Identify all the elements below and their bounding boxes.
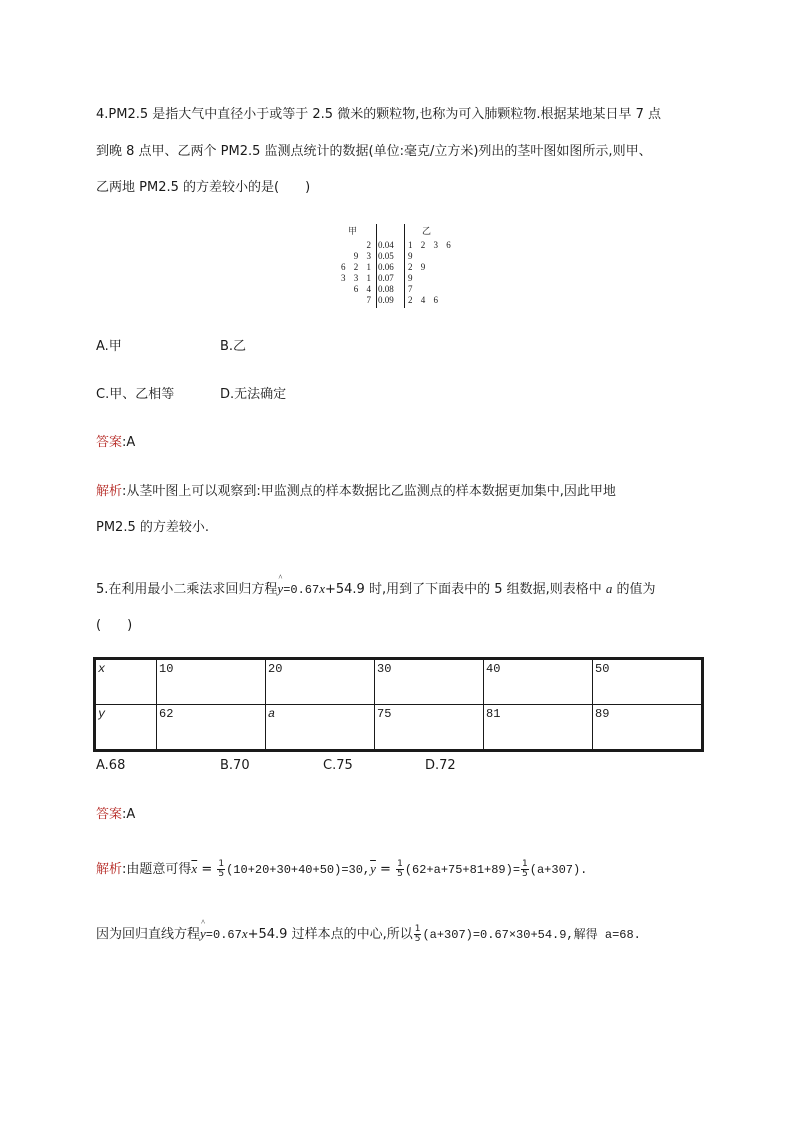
table-cell-y-label: y — [95, 705, 157, 751]
analysis-text: 因为回归直线方程 — [96, 927, 201, 942]
table-cell: 40 — [484, 659, 593, 705]
analysis-text: +54.9 过样本点的中心,所以 — [247, 927, 413, 942]
q5-option-c: C.75 — [323, 758, 353, 773]
stem-leaf-stem: 0.06 — [378, 262, 394, 272]
q4-line2: 到晚 8 点甲、乙两个 PM2.5 监测点统计的数据(单位:毫克/立方米)列出的茎叶图如图所示,则甲、 — [96, 144, 652, 159]
table-cell: 20 — [266, 659, 375, 705]
table-cell: a — [266, 705, 375, 751]
answer-value: :A — [122, 807, 136, 822]
table-cell: 81 — [484, 705, 593, 751]
stem-leaf-left-leaves: 6 4 — [353, 284, 374, 294]
q5-option-a: A.68 — [96, 758, 126, 773]
q4-analysis-line2: PM2.5 的方差较小. — [96, 520, 209, 535]
x-var: x — [241, 926, 248, 941]
frac-num: 1 — [218, 859, 225, 869]
stem-leaf-right-header: 乙 — [422, 226, 432, 236]
stem-leaf-left-leaves: 7 — [366, 295, 374, 305]
analysis-label: 解析 — [96, 484, 123, 499]
stem-leaf-left-leaves: 2 — [366, 240, 374, 250]
fraction — [521, 860, 529, 879]
stem-leaf-row — [336, 295, 462, 305]
q4-analysis-line1 — [96, 483, 616, 501]
q4-option-b: B.乙 — [220, 339, 247, 354]
q4-answer — [96, 434, 135, 452]
q4-line1: 4.PM2.5 是指大气中直径小于或等于 2.5 微米的颗粒物,也称为可入肺颗粒物.根据某地某日早 7 点 — [96, 107, 662, 122]
frac-den: 5 — [414, 934, 421, 944]
table-cell: 10 — [157, 659, 266, 705]
stem-leaf-row — [336, 262, 462, 272]
stem-leaf-stem: 0.07 — [378, 273, 394, 283]
q4-option-d: D.无法确定 — [220, 387, 287, 402]
q5-analysis-line2 — [96, 925, 641, 944]
sum-x: (10+20+30+40+50)=30, — [226, 863, 371, 877]
y-bar: $\overline{y}$ — [370, 861, 376, 876]
frac-num: 1 — [522, 859, 528, 869]
q5-paren: ( ) — [96, 618, 133, 633]
table-cell-x-label: x — [95, 659, 157, 705]
stem-leaf-row — [336, 240, 462, 250]
table-cell: 62 — [157, 705, 266, 751]
fraction — [217, 860, 225, 879]
stem-leaf-stem: 0.04 — [378, 240, 394, 250]
frac-num: 1 — [397, 859, 403, 869]
stem-leaf-stem: 0.08 — [378, 284, 394, 294]
frac-num: 1 — [414, 924, 421, 934]
answer-value: :A — [122, 435, 136, 450]
stem-leaf-row — [336, 273, 462, 283]
stem-leaf-left-leaves: 6 2 1 — [341, 262, 374, 272]
stem-leaf-left-leaves: 3 3 1 — [341, 273, 374, 283]
stem-leaf-row — [336, 284, 462, 294]
fraction — [396, 860, 404, 879]
stem-leaf-left-header: 甲 — [348, 226, 358, 236]
stem-leaf-right-leaves: 1 2 3 6 — [408, 240, 454, 250]
tail-y: (a+307). — [529, 863, 588, 877]
stem-leaf-stem: 0.09 — [378, 295, 394, 305]
table-cell: 30 — [375, 659, 484, 705]
stem-leaf-row — [336, 251, 462, 261]
analysis-label: 解析 — [96, 862, 123, 877]
answer-label: 答案 — [96, 807, 123, 822]
stem-leaf-plot — [336, 224, 462, 308]
q5-analysis-line1 — [96, 860, 587, 879]
stem-leaf-right-leaves: 2 9 — [408, 262, 429, 272]
equals: = — [197, 862, 217, 877]
stem-leaf-left-leaves: 9 3 — [353, 251, 374, 261]
q5-answer — [96, 806, 135, 824]
y-hat: ^ y — [277, 580, 283, 598]
coef: =0.67 — [205, 928, 242, 942]
frac-den: 5 — [218, 869, 225, 879]
table-cell: 75 — [375, 705, 484, 751]
analysis-result: (a+307)=0.67×30+54.9,解得 a=68. — [422, 928, 641, 942]
stem-leaf-right-leaves: 9 — [408, 251, 416, 261]
q5-text-end: 的值为 — [612, 582, 656, 597]
stem-leaf-stem: 0.05 — [378, 251, 394, 261]
frac-den: 5 — [397, 869, 403, 879]
q5-option-d: D.72 — [425, 758, 456, 773]
x-bar: $\overline{x}$ — [191, 861, 198, 876]
table-cell: 50 — [593, 659, 703, 705]
equals: = — [375, 862, 396, 877]
q5-text-pre: 5.在利用最小二乘法求回归方程 — [96, 582, 278, 597]
table-row — [95, 705, 703, 751]
q4-option-c: C.甲、乙相等 — [96, 387, 175, 402]
x-var: x — [319, 581, 325, 596]
analysis-text: :从茎叶图上可以观察到:甲监测点的样本数据比乙监测点的样本数据更加集中,因此甲地 — [122, 484, 616, 499]
sum-y: (62+a+75+81+89)= — [404, 863, 521, 877]
q5-option-b: B.70 — [220, 758, 250, 773]
y-hat: ^ y — [200, 925, 206, 943]
data-table — [93, 657, 704, 752]
q5-text-post: +54.9 时,用到了下面表中的 5 组数据,则表格中 — [324, 582, 606, 597]
q5-coef: =0.67 — [283, 583, 320, 597]
q5-stem — [96, 580, 656, 599]
fraction — [414, 925, 422, 944]
table-row — [95, 659, 703, 705]
stem-leaf-right-leaves: 7 — [408, 284, 416, 294]
stem-leaf-right-leaves: 2 4 6 — [408, 295, 441, 305]
answer-label: 答案 — [96, 435, 123, 450]
q4-line3: 乙两地 PM2.5 的方差较小的是( ) — [96, 180, 311, 195]
stem-leaf-right-leaves: 9 — [408, 273, 416, 283]
q4-option-a: A.甲 — [96, 339, 122, 354]
frac-den: 5 — [522, 869, 528, 879]
analysis-text: :由题意可得 — [122, 862, 192, 877]
a-var: a — [605, 581, 613, 596]
table-cell: 89 — [593, 705, 703, 751]
